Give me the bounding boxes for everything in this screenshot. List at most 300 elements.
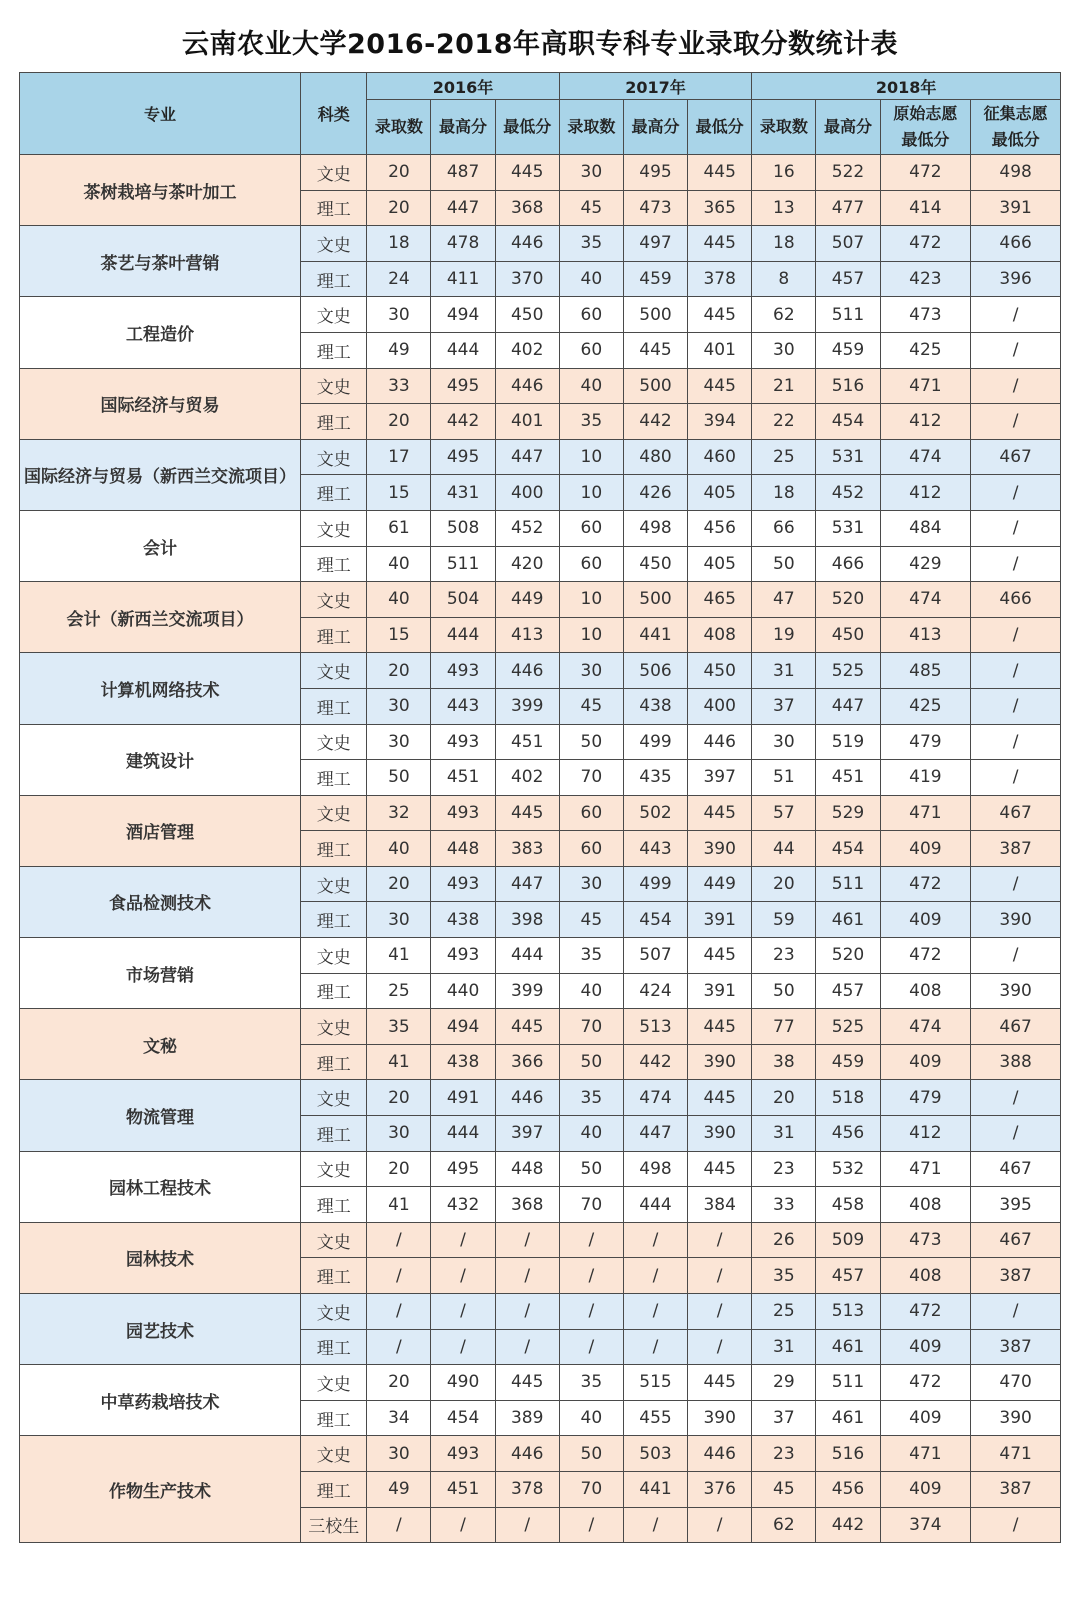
- kind-cell: 理工: [301, 902, 367, 938]
- score-cell: 485: [880, 653, 971, 689]
- score-cell: 40: [559, 1400, 623, 1436]
- score-cell: 451: [431, 760, 495, 796]
- header-2018-collect-min-line1: 征集志愿: [983, 104, 1048, 123]
- score-cell: 494: [431, 297, 495, 333]
- score-cell: 442: [623, 404, 687, 440]
- kind-cell: 文史: [301, 724, 367, 760]
- score-cell: 447: [816, 688, 880, 724]
- score-cell: 449: [688, 866, 752, 902]
- kind-cell: 理工: [301, 617, 367, 653]
- score-cell: /: [971, 938, 1061, 974]
- score-cell: 20: [752, 1080, 816, 1116]
- score-cell: 454: [623, 902, 687, 938]
- score-cell: 472: [880, 1294, 971, 1330]
- score-cell: 452: [816, 475, 880, 511]
- header-2017-admitted: 录取数: [559, 100, 623, 155]
- score-cell: 457: [816, 973, 880, 1009]
- score-cell: 47: [752, 582, 816, 618]
- table-row: [20, 653, 1061, 689]
- score-cell: 365: [688, 190, 752, 226]
- table-row: [20, 1009, 1061, 1045]
- score-cell: 457: [816, 1258, 880, 1294]
- score-cell: 511: [816, 1365, 880, 1401]
- major-name-cell: 文秘: [20, 1009, 301, 1080]
- score-cell: 49: [367, 1471, 431, 1507]
- score-cell: 10: [559, 439, 623, 475]
- score-cell: 409: [880, 831, 971, 867]
- score-cell: 402: [495, 760, 559, 796]
- score-cell: 520: [816, 938, 880, 974]
- score-cell: 60: [559, 795, 623, 831]
- score-cell: 368: [495, 1187, 559, 1223]
- score-cell: 30: [367, 724, 431, 760]
- score-cell: 394: [688, 404, 752, 440]
- score-cell: 445: [688, 297, 752, 333]
- score-cell: 470: [971, 1365, 1061, 1401]
- header-year-2016: 2016年: [367, 73, 559, 100]
- score-cell: /: [367, 1329, 431, 1365]
- score-cell: 425: [880, 332, 971, 368]
- score-cell: 50: [367, 760, 431, 796]
- score-cell: 420: [495, 546, 559, 582]
- table-row: [20, 795, 1061, 831]
- kind-cell: 三校生: [301, 1507, 367, 1543]
- score-cell: 35: [559, 226, 623, 262]
- score-cell: /: [971, 1116, 1061, 1152]
- score-cell: 40: [367, 582, 431, 618]
- kind-cell: 理工: [301, 973, 367, 1009]
- score-cell: 446: [688, 724, 752, 760]
- score-cell: /: [495, 1258, 559, 1294]
- score-cell: /: [971, 404, 1061, 440]
- score-cell: /: [688, 1507, 752, 1543]
- kind-cell: 文史: [301, 653, 367, 689]
- score-cell: 399: [495, 688, 559, 724]
- score-cell: 442: [816, 1507, 880, 1543]
- major-name-cell: 园林工程技术: [20, 1151, 301, 1222]
- table-row: [20, 866, 1061, 902]
- score-cell: 44: [752, 831, 816, 867]
- header-2016-min: 最低分: [495, 100, 559, 155]
- score-cell: 448: [431, 831, 495, 867]
- score-cell: 20: [367, 866, 431, 902]
- score-cell: 531: [816, 439, 880, 475]
- score-cell: 19: [752, 617, 816, 653]
- kind-cell: 文史: [301, 510, 367, 546]
- score-cell: 452: [495, 510, 559, 546]
- score-cell: 49: [367, 332, 431, 368]
- score-cell: 25: [752, 439, 816, 475]
- score-cell: /: [971, 297, 1061, 333]
- score-cell: 400: [495, 475, 559, 511]
- score-cell: 387: [971, 1329, 1061, 1365]
- score-cell: 30: [367, 297, 431, 333]
- major-name-cell: 中草药栽培技术: [20, 1365, 301, 1436]
- kind-cell: 理工: [301, 1187, 367, 1223]
- score-cell: 413: [495, 617, 559, 653]
- score-cell: 411: [431, 261, 495, 297]
- table-row: [20, 226, 1061, 262]
- score-cell: 445: [688, 368, 752, 404]
- score-cell: 45: [559, 190, 623, 226]
- score-cell: 35: [367, 1009, 431, 1045]
- score-cell: 425: [880, 688, 971, 724]
- table-row: [20, 155, 1061, 191]
- score-cell: 490: [431, 1365, 495, 1401]
- score-cell: 35: [752, 1258, 816, 1294]
- score-cell: 18: [752, 475, 816, 511]
- score-cell: /: [688, 1258, 752, 1294]
- score-cell: 454: [816, 404, 880, 440]
- score-cell: 378: [688, 261, 752, 297]
- score-cell: 62: [752, 1507, 816, 1543]
- kind-cell: 文史: [301, 582, 367, 618]
- score-cell: 387: [971, 1258, 1061, 1294]
- score-cell: 70: [559, 760, 623, 796]
- score-cell: 412: [880, 475, 971, 511]
- score-cell: 498: [971, 155, 1061, 191]
- major-name-cell: 市场营销: [20, 938, 301, 1009]
- score-cell: 70: [559, 1009, 623, 1045]
- score-cell: 30: [559, 653, 623, 689]
- header-2018-original-min-line2: 最低分: [901, 130, 950, 149]
- score-cell: 446: [495, 226, 559, 262]
- score-cell: 473: [880, 1222, 971, 1258]
- score-cell: 471: [880, 795, 971, 831]
- score-cell: 60: [559, 297, 623, 333]
- score-cell: 387: [971, 831, 1061, 867]
- score-cell: 31: [752, 1116, 816, 1152]
- score-cell: 60: [559, 332, 623, 368]
- score-cell: 502: [623, 795, 687, 831]
- score-cell: 409: [880, 902, 971, 938]
- score-cell: 525: [816, 653, 880, 689]
- score-cell: 503: [623, 1436, 687, 1472]
- header-2018-collect-min: [971, 100, 1061, 155]
- score-cell: /: [495, 1222, 559, 1258]
- kind-cell: 理工: [301, 404, 367, 440]
- kind-cell: 文史: [301, 1294, 367, 1330]
- score-cell: 441: [623, 1471, 687, 1507]
- score-cell: 445: [688, 1365, 752, 1401]
- score-cell: 466: [971, 226, 1061, 262]
- score-cell: 445: [688, 1151, 752, 1187]
- score-cell: 50: [559, 1044, 623, 1080]
- score-cell: 37: [752, 688, 816, 724]
- score-cell: 471: [880, 1151, 971, 1187]
- major-name-cell: 酒店管理: [20, 795, 301, 866]
- score-cell: 409: [880, 1400, 971, 1436]
- score-cell: 511: [816, 297, 880, 333]
- major-name-cell: 会计: [20, 510, 301, 581]
- score-cell: 450: [688, 653, 752, 689]
- score-cell: /: [971, 368, 1061, 404]
- header-row-years: [20, 73, 1061, 100]
- score-cell: 70: [559, 1187, 623, 1223]
- score-cell: 442: [623, 1044, 687, 1080]
- kind-cell: 文史: [301, 368, 367, 404]
- score-cell: 413: [880, 617, 971, 653]
- score-cell: 398: [495, 902, 559, 938]
- kind-cell: 文史: [301, 439, 367, 475]
- score-cell: 390: [688, 831, 752, 867]
- score-cell: 493: [431, 1436, 495, 1472]
- score-cell: 20: [367, 653, 431, 689]
- score-cell: /: [623, 1329, 687, 1365]
- score-cell: /: [971, 546, 1061, 582]
- score-cell: /: [367, 1507, 431, 1543]
- score-cell: 516: [816, 1436, 880, 1472]
- score-cell: 474: [880, 1009, 971, 1045]
- score-cell: 15: [367, 617, 431, 653]
- score-cell: 449: [495, 582, 559, 618]
- score-cell: 30: [559, 866, 623, 902]
- score-cell: 445: [688, 795, 752, 831]
- score-cell: 525: [816, 1009, 880, 1045]
- kind-cell: 理工: [301, 475, 367, 511]
- kind-cell: 文史: [301, 938, 367, 974]
- score-cell: /: [559, 1258, 623, 1294]
- score-cell: 20: [367, 404, 431, 440]
- score-cell: /: [559, 1222, 623, 1258]
- score-cell: 368: [495, 190, 559, 226]
- score-cell: 390: [688, 1044, 752, 1080]
- score-cell: 446: [495, 1436, 559, 1472]
- score-cell: 70: [559, 1471, 623, 1507]
- score-cell: 445: [495, 795, 559, 831]
- score-cell: 30: [367, 902, 431, 938]
- major-name-cell: 作物生产技术: [20, 1436, 301, 1543]
- score-cell: /: [971, 866, 1061, 902]
- score-cell: 446: [495, 368, 559, 404]
- score-cell: 458: [816, 1187, 880, 1223]
- score-cell: 20: [752, 866, 816, 902]
- score-cell: 41: [367, 1187, 431, 1223]
- score-cell: 471: [971, 1436, 1061, 1472]
- score-cell: 466: [971, 582, 1061, 618]
- table-body: [20, 155, 1061, 1543]
- score-cell: /: [688, 1294, 752, 1330]
- score-cell: 474: [623, 1080, 687, 1116]
- score-cell: /: [623, 1222, 687, 1258]
- score-cell: 383: [495, 831, 559, 867]
- score-cell: 438: [431, 902, 495, 938]
- score-cell: 378: [495, 1471, 559, 1507]
- score-cell: 390: [971, 973, 1061, 1009]
- table-row: [20, 510, 1061, 546]
- score-cell: 447: [623, 1116, 687, 1152]
- score-cell: 455: [623, 1400, 687, 1436]
- score-cell: 447: [431, 190, 495, 226]
- kind-cell: 理工: [301, 1329, 367, 1365]
- header-2018-max: 最高分: [816, 100, 880, 155]
- score-cell: 445: [688, 1080, 752, 1116]
- header-2016-admitted: 录取数: [367, 100, 431, 155]
- header-year-2017: 2017年: [559, 73, 751, 100]
- score-cell: /: [495, 1294, 559, 1330]
- score-cell: 21: [752, 368, 816, 404]
- score-cell: /: [367, 1258, 431, 1294]
- score-cell: 38: [752, 1044, 816, 1080]
- score-cell: 397: [495, 1116, 559, 1152]
- score-cell: 445: [688, 938, 752, 974]
- score-cell: /: [623, 1294, 687, 1330]
- score-cell: 390: [971, 1400, 1061, 1436]
- score-cell: 20: [367, 1080, 431, 1116]
- score-cell: 399: [495, 973, 559, 1009]
- score-cell: 26: [752, 1222, 816, 1258]
- score-cell: 445: [688, 155, 752, 191]
- header-2018-admitted: 录取数: [752, 100, 816, 155]
- score-cell: /: [431, 1258, 495, 1294]
- score-cell: 391: [971, 190, 1061, 226]
- kind-cell: 文史: [301, 297, 367, 333]
- score-cell: 511: [816, 866, 880, 902]
- score-cell: 445: [495, 1009, 559, 1045]
- score-cell: 50: [559, 1436, 623, 1472]
- score-cell: 50: [752, 973, 816, 1009]
- score-cell: 495: [431, 439, 495, 475]
- kind-cell: 文史: [301, 1365, 367, 1401]
- score-cell: 450: [495, 297, 559, 333]
- score-cell: 60: [559, 510, 623, 546]
- kind-cell: 理工: [301, 261, 367, 297]
- score-cell: 408: [880, 1187, 971, 1223]
- kind-cell: 文史: [301, 1009, 367, 1045]
- score-cell: 493: [431, 724, 495, 760]
- score-cell: 31: [752, 1329, 816, 1365]
- score-cell: /: [971, 1294, 1061, 1330]
- table-row: [20, 439, 1061, 475]
- score-cell: 438: [623, 688, 687, 724]
- major-name-cell: 建筑设计: [20, 724, 301, 795]
- major-name-cell: 茶树栽培与茶叶加工: [20, 155, 301, 226]
- header-major: 专业: [20, 73, 301, 155]
- score-cell: 66: [752, 510, 816, 546]
- score-cell: 493: [431, 866, 495, 902]
- score-cell: 40: [559, 1116, 623, 1152]
- score-cell: 60: [559, 546, 623, 582]
- kind-cell: 理工: [301, 190, 367, 226]
- score-cell: /: [559, 1507, 623, 1543]
- score-cell: 444: [623, 1187, 687, 1223]
- score-cell: 456: [688, 510, 752, 546]
- score-cell: 424: [623, 973, 687, 1009]
- table-row: [20, 1222, 1061, 1258]
- score-cell: 401: [495, 404, 559, 440]
- score-cell: 20: [367, 155, 431, 191]
- score-cell: /: [559, 1329, 623, 1365]
- score-cell: 40: [367, 831, 431, 867]
- score-cell: 460: [688, 439, 752, 475]
- score-cell: 419: [880, 760, 971, 796]
- score-cell: 30: [367, 1116, 431, 1152]
- score-cell: 50: [559, 724, 623, 760]
- score-cell: 60: [559, 831, 623, 867]
- score-cell: 493: [431, 653, 495, 689]
- score-cell: 45: [559, 688, 623, 724]
- score-cell: 408: [880, 1258, 971, 1294]
- score-cell: 444: [495, 938, 559, 974]
- score-cell: 20: [367, 1151, 431, 1187]
- score-cell: 520: [816, 582, 880, 618]
- kind-cell: 理工: [301, 1400, 367, 1436]
- score-cell: /: [688, 1329, 752, 1365]
- kind-cell: 文史: [301, 1151, 367, 1187]
- score-cell: 409: [880, 1471, 971, 1507]
- score-cell: 499: [623, 866, 687, 902]
- score-cell: 23: [752, 1436, 816, 1472]
- score-cell: 40: [559, 973, 623, 1009]
- score-cell: 13: [752, 190, 816, 226]
- kind-cell: 理工: [301, 1471, 367, 1507]
- score-cell: 24: [367, 261, 431, 297]
- score-cell: 20: [367, 190, 431, 226]
- score-cell: 456: [816, 1471, 880, 1507]
- score-cell: 25: [367, 973, 431, 1009]
- score-cell: 507: [816, 226, 880, 262]
- score-cell: 467: [971, 439, 1061, 475]
- major-name-cell: 计算机网络技术: [20, 653, 301, 724]
- score-cell: 402: [495, 332, 559, 368]
- score-cell: 389: [495, 1400, 559, 1436]
- score-cell: 446: [495, 653, 559, 689]
- score-cell: 507: [623, 938, 687, 974]
- score-cell: 442: [431, 404, 495, 440]
- score-cell: 30: [367, 1436, 431, 1472]
- score-cell: 30: [752, 332, 816, 368]
- score-cell: 513: [623, 1009, 687, 1045]
- score-cell: 391: [688, 973, 752, 1009]
- score-cell: 500: [623, 368, 687, 404]
- score-cell: 532: [816, 1151, 880, 1187]
- table-row: [20, 1436, 1061, 1472]
- score-cell: 448: [495, 1151, 559, 1187]
- score-cell: 20: [367, 1365, 431, 1401]
- score-cell: 414: [880, 190, 971, 226]
- score-cell: 35: [559, 1365, 623, 1401]
- score-cell: 61: [367, 510, 431, 546]
- table-row: [20, 938, 1061, 974]
- kind-cell: 理工: [301, 1258, 367, 1294]
- score-cell: 451: [495, 724, 559, 760]
- score-cell: 515: [623, 1365, 687, 1401]
- score-cell: 479: [880, 1080, 971, 1116]
- kind-cell: 理工: [301, 1044, 367, 1080]
- table-row: [20, 1365, 1061, 1401]
- score-cell: 447: [495, 866, 559, 902]
- score-cell: 374: [880, 1507, 971, 1543]
- score-cell: 459: [816, 1044, 880, 1080]
- score-cell: 461: [816, 902, 880, 938]
- score-cell: 22: [752, 404, 816, 440]
- score-cell: /: [367, 1294, 431, 1330]
- score-cell: 45: [559, 902, 623, 938]
- major-name-cell: 食品检测技术: [20, 866, 301, 937]
- score-cell: 443: [623, 831, 687, 867]
- major-name-cell: 国际经济与贸易: [20, 368, 301, 439]
- score-cell: /: [971, 475, 1061, 511]
- score-cell: 529: [816, 795, 880, 831]
- score-cell: /: [971, 688, 1061, 724]
- score-cell: 391: [688, 902, 752, 938]
- score-cell: 376: [688, 1471, 752, 1507]
- score-cell: 451: [816, 760, 880, 796]
- score-cell: 480: [623, 439, 687, 475]
- score-cell: 522: [816, 155, 880, 191]
- admission-score-table: [19, 72, 1061, 1543]
- score-cell: 472: [880, 938, 971, 974]
